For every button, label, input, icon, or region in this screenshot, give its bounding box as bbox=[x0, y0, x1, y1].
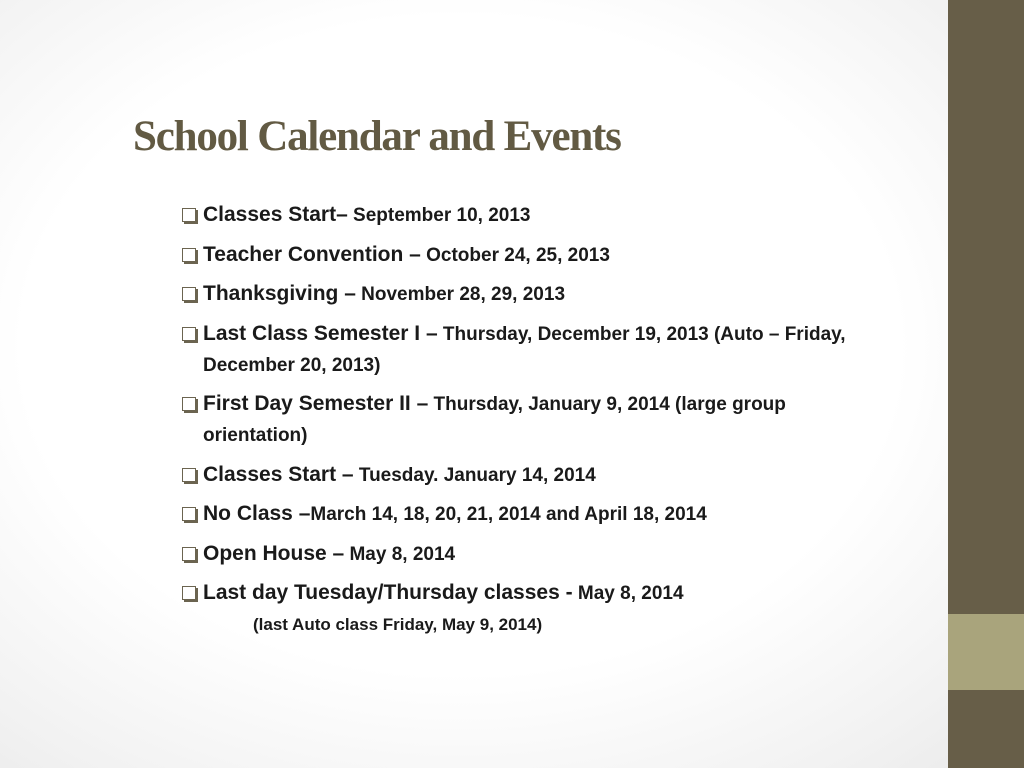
event-label: Classes Start bbox=[203, 203, 337, 226]
event-date: March 14, 18, 20, 21, 2014 and April 18, 2014 bbox=[310, 504, 707, 525]
event-label: Classes Start bbox=[203, 462, 337, 486]
event-item-open-house bbox=[178, 539, 878, 571]
event-item-last-class-semester-1 bbox=[178, 319, 878, 382]
event-separator: – bbox=[292, 502, 311, 525]
event-item-no-class bbox=[178, 499, 878, 531]
event-item-classes-start-winter bbox=[178, 460, 878, 492]
event-date: May 8, 2014 bbox=[344, 543, 456, 565]
checkbox-square-icon bbox=[182, 248, 196, 262]
event-separator: – bbox=[409, 242, 421, 266]
event-separator: – bbox=[338, 282, 356, 305]
slide-title: School Calendar and Events bbox=[133, 113, 621, 160]
event-separator: – bbox=[336, 462, 354, 486]
event-date: Tuesday. January 14, 2014 bbox=[353, 464, 596, 486]
event-separator: – bbox=[336, 203, 348, 226]
event-date: Thursday, January 9, 2014 (large group orientation) bbox=[203, 394, 786, 446]
event-label: First Day Semester II bbox=[203, 392, 411, 415]
event-label: Last Class Semester I bbox=[203, 321, 421, 345]
event-item-first-day-semester-2 bbox=[178, 389, 878, 452]
event-date: September 10, 2013 bbox=[347, 205, 531, 226]
checkbox-square-icon bbox=[182, 327, 196, 341]
event-note: (last Auto class Friday, May 9, 2014) bbox=[253, 615, 543, 634]
event-date: November 28, 29, 2013 bbox=[355, 284, 566, 305]
event-item-thanksgiving bbox=[178, 279, 878, 311]
event-label: Open House bbox=[203, 541, 327, 565]
event-label: Last day Tuesday/Thursday classes bbox=[203, 581, 560, 604]
event-date: Thursday, December 19, 2013 (Auto – Friday, December 20, 2013) bbox=[203, 323, 846, 376]
event-label: No Class bbox=[203, 502, 293, 525]
checkbox-square-icon bbox=[182, 468, 196, 482]
event-item-last-day-tue-thu bbox=[178, 578, 878, 641]
checkbox-square-icon bbox=[182, 507, 196, 521]
decorative-sidebar-accent bbox=[948, 614, 1024, 690]
checkbox-square-icon bbox=[182, 397, 196, 411]
checkbox-square-icon bbox=[182, 287, 196, 301]
event-separator: - bbox=[559, 581, 573, 604]
event-item-teacher-convention bbox=[178, 240, 878, 272]
event-item-classes-start-fall bbox=[178, 200, 878, 232]
checkbox-square-icon bbox=[182, 208, 196, 222]
event-separator: – bbox=[410, 392, 429, 415]
event-separator: – bbox=[420, 321, 438, 345]
event-label: Thanksgiving bbox=[203, 282, 339, 305]
checkbox-square-icon bbox=[182, 547, 196, 561]
event-date: May 8, 2014 bbox=[572, 583, 684, 604]
checkbox-square-icon bbox=[182, 586, 196, 600]
event-label: Teacher Convention bbox=[203, 242, 410, 266]
event-separator: – bbox=[326, 541, 345, 565]
event-date: October 24, 25, 2013 bbox=[420, 244, 610, 266]
event-list bbox=[178, 200, 878, 649]
